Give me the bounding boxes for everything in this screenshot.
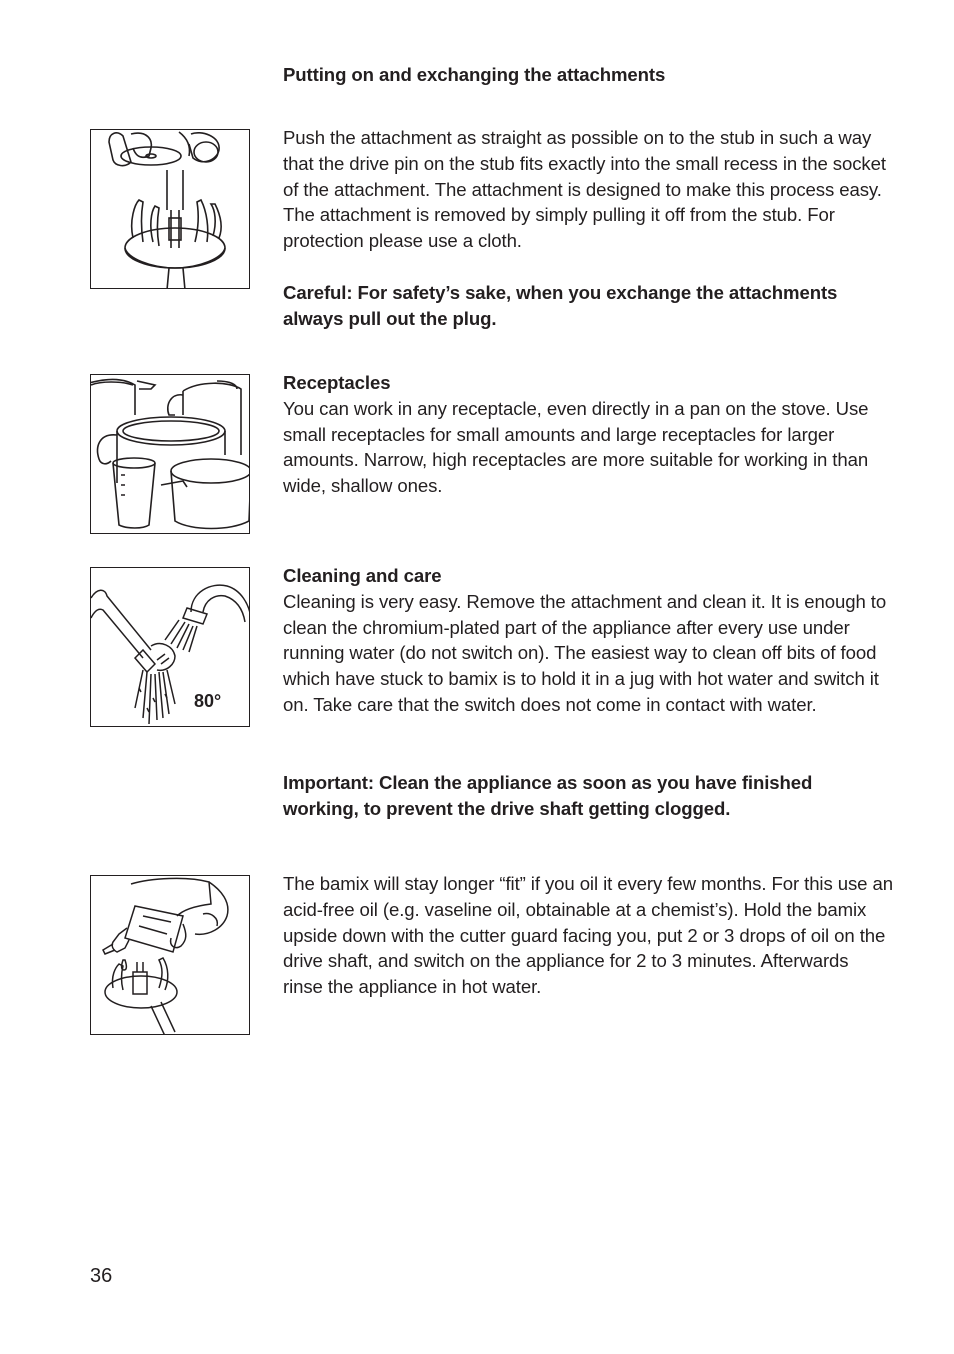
safety-warning: Careful: For safety’s sake, when you exchange the attachments always pull out the plug. — [283, 282, 838, 329]
receptacles-icon — [91, 375, 250, 534]
page-number: 36 — [90, 1265, 113, 1287]
receptacles-section — [283, 370, 893, 499]
section-heading: Putting on and exchanging the attachments — [283, 64, 666, 85]
important-note: Important: Clean the appliance as soon as you have finished working, to prevent the drive shaft getting clogged. — [283, 772, 813, 819]
temperature-label: 80° — [194, 691, 222, 711]
receptacles-text: You can work in any receptacle, even directly in a pan on the stove. Use small receptacles for small amounts and large receptacles for larger amounts. Narrow, high receptacles are more suitable for working in than wide, shallow ones. — [283, 397, 869, 497]
cleaning-section — [283, 563, 893, 718]
receptacles-illustration — [90, 374, 250, 534]
oiling-instructions: The bamix will stay longer “fit” if you oil it every few months. For this use an acid-free oil (e.g. vaseline oil, obtainable at a chemist’s). Hold the bamix upside down with the cutter guard facing you, put 2 or 3 drops of oil on the drive shaft, and switch on the appliance for 2 to 3 minutes. Afterwards rinse the appliance in hot water. — [283, 873, 893, 998]
oil-bottle-icon — [91, 876, 250, 1035]
oiling-illustration — [90, 875, 250, 1035]
tap-water-icon — [91, 568, 250, 727]
cleaning-illustration — [90, 567, 250, 727]
attach-instructions: Push the attachment as straight as possible on to the stub in such a way that the drive pin on the stub fits exactly into the small recess in the socket of the attachment. The attachment is designed to make this process easy. The attachment is removed by simply pulling it off from the stub. For protection please use a cloth. — [283, 127, 886, 252]
cleaning-title: Cleaning and care — [283, 565, 442, 586]
receptacles-title: Receptacles — [283, 372, 391, 393]
hand-attachment-icon — [91, 130, 250, 289]
attach-illustration — [90, 129, 250, 289]
cleaning-text: Cleaning is very easy. Remove the attachment and clean it. It is enough to clean the chromium-plated part of the appliance after every use under running water (do not switch on). The easiest way to clean off bits of food which have stuck to bamix is to hold it in a jug with hot water and switch it on. Take care that the switch does not come in contact with water. — [283, 590, 887, 715]
